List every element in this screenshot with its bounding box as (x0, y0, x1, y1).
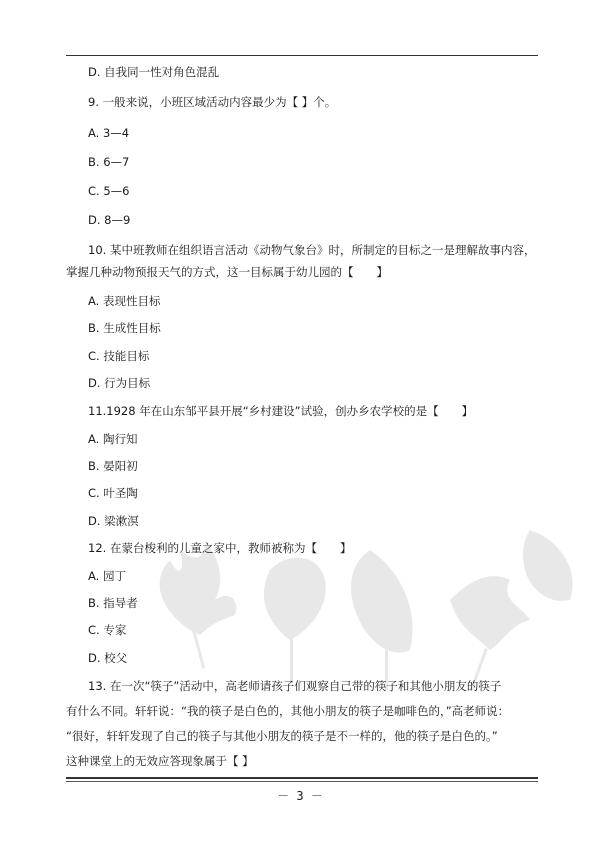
footer-rule (66, 777, 538, 779)
question-13-stem-line-4: 这种课堂上的无效应答现象属于【 】 (66, 754, 254, 768)
question-13-stem-line-2: 有什么不同。轩轩说：“我的筷子是白色的，其他小朋友的筷子是咖啡色的，”高老师说： (66, 704, 510, 718)
question-11-stem: 11.1928 年在山东邹平县开展“乡村建设”试验，创办乡农学校的是【 】 (88, 404, 474, 418)
question-9-option-d: D. 8—9 (88, 213, 131, 227)
question-9-option-a: A. 3—4 (88, 126, 130, 140)
page-number: － 3 － (277, 789, 323, 803)
question-13-stem-line-1: 13. 在一次“筷子”活动中，高老师请孩子们观察自己带的筷子和其他小朋友的筷子 (88, 679, 502, 693)
question-9-option-b: B. 6—7 (88, 155, 130, 169)
question-12-option-a: A. 园丁 (88, 569, 126, 583)
question-10-option-b: B. 生成性目标 (88, 321, 161, 335)
question-11-option-a: A. 陶行知 (88, 432, 138, 446)
question-12-option-c: C. 专家 (88, 623, 127, 637)
footer-rule-thin (66, 781, 538, 782)
question-10-stem-line-1: 10. 某中班教师在组织语言活动《动物气象台》时，所制定的目标之一是理解故事内容， (88, 243, 536, 257)
question-12-option-b: B. 指导者 (88, 596, 138, 610)
question-10-option-c: C. 技能目标 (88, 349, 150, 363)
question-12-option-d: D. 校父 (88, 651, 128, 665)
question-9-option-c: C. 5—6 (88, 184, 130, 198)
question-8-option-d: D. 自我同一性对角色混乱 (88, 65, 220, 79)
question-9-stem: 9. 一般来说，小班区域活动内容最少为【 】个。 (88, 95, 337, 109)
question-11-option-b: B. 晏阳初 (88, 459, 138, 473)
question-10-stem-line-2: 掌握几种动物预报天气的方式，这一目标属于幼儿园的【 】 (66, 265, 388, 279)
header-rule (66, 55, 538, 56)
question-12-stem: 12. 在蒙台梭利的儿童之家中，教师被称为【 】 (88, 541, 352, 555)
question-11-option-c: C. 叶圣陶 (88, 486, 138, 500)
question-13-stem-line-3: “很好，轩轩发现了自己的筷子与其他小朋友的筷子是不一样的，他的筷子是白色的。” (66, 729, 498, 743)
question-11-option-d: D. 梁漱溟 (88, 514, 139, 528)
question-10-option-a: A. 表现性目标 (88, 294, 161, 308)
question-10-option-d: D. 行为目标 (88, 376, 151, 390)
